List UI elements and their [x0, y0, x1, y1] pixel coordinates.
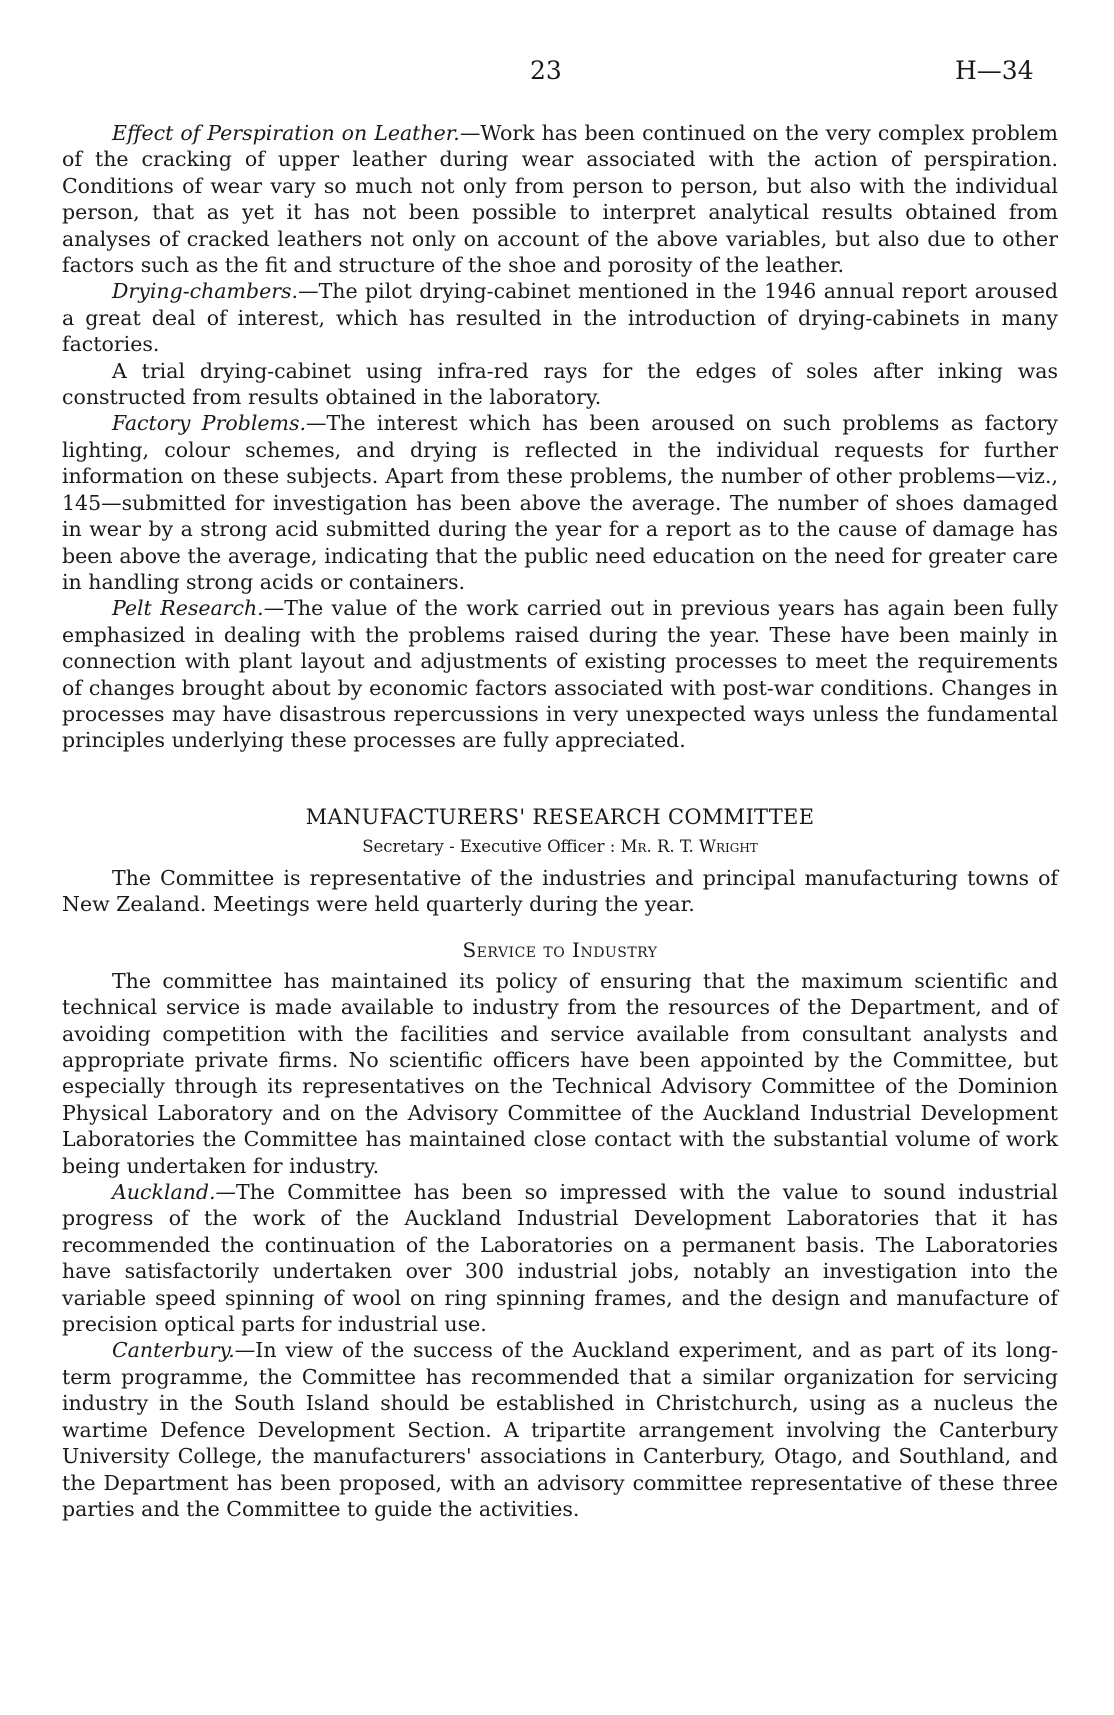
paragraph-trial-cabinet: A trial drying-cabinet using infra-red rays for the edges of soles after inking was constructed from results obtained in the laboratory. — [62, 358, 1058, 410]
subsection-heading: Service to Industry — [462, 938, 658, 963]
document-body — [62, 120, 1058, 1522]
paragraph-factory-problems: Factory Problems.—The interest which has been aroused on such problems as factory lighting, colour schemes, and drying is reflected in the individual requests for further information on these subjects. Apart from these problems, the number of other problems—viz., 145—submitted for investigation has been above the average. The number of shoes damaged in wear by a strong acid submitted during the year for a report as to the cause of damage has been above the average, indicating that the public need education on the need for greater care in handling strong acids or containers. — [62, 411, 1058, 594]
paragraph-canterbury: Canterbury.—In view of the success of the Auckland experiment, and as part of its long-term programme, the Committee has recommended that a similar organization for servicing industry in the South Island should be established in Christchurch, using as a nucleus the wartime Defence Development Section. A tripartite arrangement involving the Canterbury University College, the manufacturers' associations in Canterbury, Otago, and Southland, and the Department has been proposed, with an advisory committee representative of these three parties and the Committee to guide the activities. — [62, 1338, 1058, 1521]
paragraph-committee-intro: The Committee is representative of the industries and principal manufacturing towns of New Zealand. Meetings were held quarterly during the year. — [62, 865, 1058, 916]
secretary-line: Secretary - Executive Officer : Mr. R. T. Wright — [362, 837, 758, 857]
paragraph-service-policy: The committee has maintained its policy of ensuring that the maximum scientific and technical service is made available to industry from the resources of the Department, and of avoiding competition with the facilities and service available from consultant analysts and appropriate private firms. No scientific officers have been appointed by the Committee, but especially through its representatives on the Technical Advisory Committee of the Dominion Physical Laboratory and on the Advisory Committee of the Auckland Industrial Development Laboratories the Committee has maintained close contact with the substantial volume of work being undertaken for industry. — [62, 968, 1058, 1178]
paragraph-perspiration: Effect of Perspiration on Leather.—Work has been continued on the very complex problem of the cracking of upper leather during wear associated with the action of perspiration. Conditions of wear vary so much not only from person to person, but also with the individual person, that as yet it has not been possible to interpret analytical results obtained from analyses of cracked leathers not only on account of the above variables, but also due to other factors such as the fit and structure of the shoe and porosity of the leather. — [62, 121, 1058, 278]
paragraph-pelt-research: Pelt Research.—The value of the work carried out in previous years has again been fully emphasized in dealing with the problems raised during the year. These have been mainly in connection with plant layout and adjustments of existing processes to meet the requirements of changes brought about by economic factors associated with post-war conditions. Changes in processes may have disastrous repercussions in very unexpected ways unless the fundamental principles underlying these processes are fully appreciated. — [62, 596, 1058, 753]
document-reference: H—34 — [955, 56, 1034, 85]
page-number: 23 — [530, 56, 562, 85]
paragraph-auckland: Auckland.—The Committee has been so impressed with the value to sound industrial progress of the work of the Auckland Industrial Development Laboratories that it has recommended the continuation of the Laboratories on a permanent basis. The Laboratories have satisfactorily undertaken over 300 industrial jobs, notably an investigation into the variable speed spinning of wool on ring spinning frames, and the design and manufacture of precision optical parts for industrial use. — [62, 1180, 1058, 1337]
section-heading: MANUFACTURERS' RESEARCH COMMITTEE — [305, 804, 815, 829]
paragraph-drying-chambers: Drying-chambers.—The pilot drying-cabinet mentioned in the 1946 annual report aroused a great deal of interest, which has resulted in the introduction of drying-cabinets in many factories. — [62, 279, 1058, 357]
